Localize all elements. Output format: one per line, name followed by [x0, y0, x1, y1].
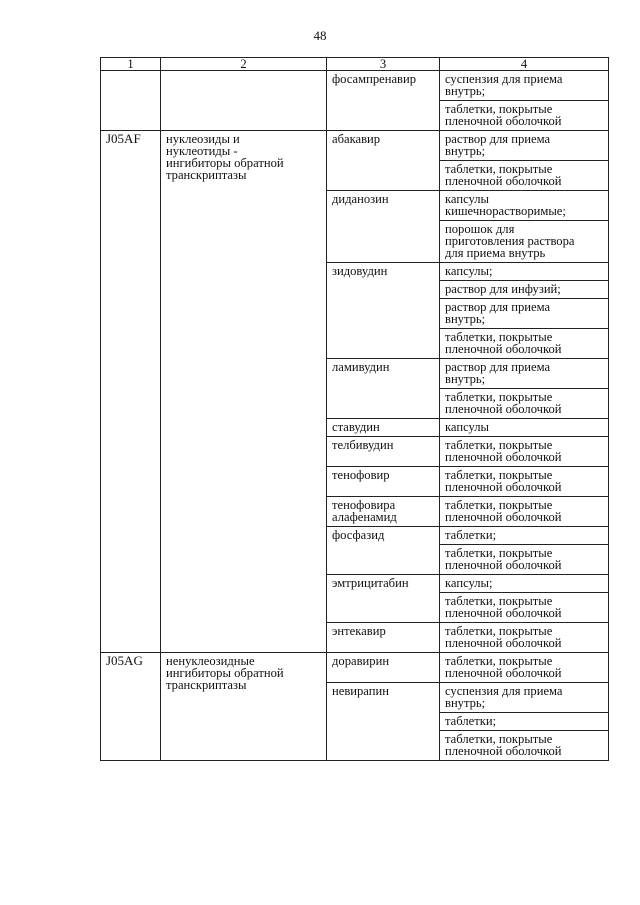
drug-name-cell: тенофовира алафенамид — [327, 497, 440, 527]
dosage-form: таблетки, покрытые пленочной оболочкой — [440, 592, 608, 622]
dosage-form: таблетки, покрытые пленочной оболочкой — [440, 160, 608, 190]
group-name-cell: нуклеозиды и нуклеотиды - ингибиторы обратной транскриптазы — [161, 131, 327, 653]
dosage-forms-cell — [440, 683, 609, 761]
dosage-form: таблетки, покрытые пленочной оболочкой — [445, 654, 562, 680]
dosage-forms-cell — [440, 497, 609, 527]
dosage-forms-cell — [440, 359, 609, 419]
dosage-form: таблетки, покрытые пленочной оболочкой — [445, 624, 562, 650]
drug-name-cell: тенофовир — [327, 467, 440, 497]
table-body — [101, 71, 609, 761]
dosage-form: капсулы; — [445, 576, 493, 590]
dosage-form: раствор для приема внутрь; — [445, 360, 551, 386]
drug-name-cell: доравирин — [327, 653, 440, 683]
group-name-cell: ненуклеозидные ингибиторы обратной транскриптазы — [161, 653, 327, 761]
dosage-forms-cell — [440, 131, 609, 191]
dosage-form: таблетки; — [440, 712, 608, 730]
drug-name-cell: эмтрицитабин — [327, 575, 440, 623]
dosage-forms-cell — [440, 437, 609, 467]
dosage-forms-cell — [440, 263, 609, 359]
dosage-form: раствор для инфузий; — [440, 280, 608, 298]
dosage-form: таблетки, покрытые пленочной оболочкой — [440, 544, 608, 574]
dosage-form: капсулы кишечнорастворимые; — [445, 192, 566, 218]
drug-name-cell: телбивудин — [327, 437, 440, 467]
table-row — [101, 71, 609, 131]
dosage-forms-cell — [440, 419, 609, 437]
dosage-forms-cell — [440, 71, 609, 131]
dosage-form: раствор для приема внутрь; — [440, 298, 608, 328]
atc-code-cell: J05AF — [101, 131, 161, 653]
drug-name-cell: фосампренавир — [327, 71, 440, 131]
header-row — [101, 58, 609, 71]
group-name-cell — [161, 71, 327, 131]
dosage-forms-cell — [440, 467, 609, 497]
dosage-form: капсулы; — [445, 264, 493, 278]
dosage-form: таблетки, покрытые пленочной оболочкой — [445, 438, 562, 464]
dosage-form: таблетки, покрытые пленочной оболочкой — [440, 100, 608, 130]
header-cell-form: 4 — [440, 58, 609, 71]
header-cell-group: 2 — [161, 58, 327, 71]
dosage-form: капсулы — [445, 420, 490, 434]
drug-name-cell: ламивудин — [327, 359, 440, 419]
dosage-forms-cell — [440, 575, 609, 623]
page-number: 48 — [313, 28, 327, 43]
dosage-forms-cell — [440, 191, 609, 263]
drug-name-cell: энтекавир — [327, 623, 440, 653]
drug-name-cell: фосфазид — [327, 527, 440, 575]
atc-code-cell: J05AG — [101, 653, 161, 761]
drug-name-cell: диданозин — [327, 191, 440, 263]
table-row — [101, 131, 609, 191]
dosage-form: суспензия для приема внутрь; — [445, 72, 563, 98]
dosage-form: таблетки, покрытые пленочной оболочкой — [445, 468, 562, 494]
dosage-form: суспензия для приема внутрь; — [445, 684, 563, 710]
dosage-form: таблетки, покрытые пленочной оболочкой — [440, 388, 608, 418]
drug-name-cell: абакавир — [327, 131, 440, 191]
dosage-forms-cell — [440, 527, 609, 575]
drug-name-cell: невирапин — [327, 683, 440, 761]
dosage-form: таблетки, покрытые пленочной оболочкой — [440, 328, 608, 358]
drug-name-cell: зидовудин — [327, 263, 440, 359]
dosage-forms-cell — [440, 653, 609, 683]
drug-table — [100, 57, 609, 761]
table-row — [101, 653, 609, 683]
dosage-form: раствор для приема внутрь; — [445, 132, 551, 158]
dosage-forms-cell — [440, 623, 609, 653]
dosage-form: порошок для приготовления раствора для приема внутрь — [440, 220, 608, 262]
header-cell-code: 1 — [101, 58, 161, 71]
atc-code-cell — [101, 71, 161, 131]
header-cell-drug: 3 — [327, 58, 440, 71]
dosage-form: таблетки; — [445, 528, 497, 542]
drug-name-cell: ставудин — [327, 419, 440, 437]
dosage-form: таблетки, покрытые пленочной оболочкой — [445, 498, 562, 524]
dosage-form: таблетки, покрытые пленочной оболочкой — [440, 730, 608, 760]
